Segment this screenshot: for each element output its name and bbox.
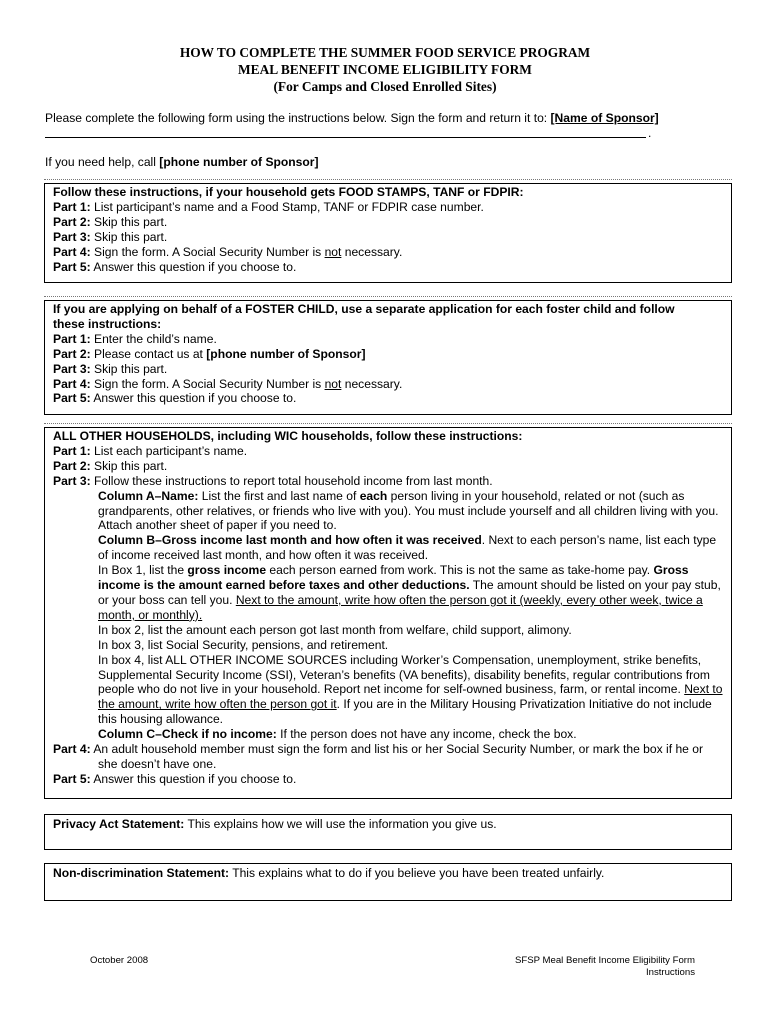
other-heading: ALL OTHER HOUSEHOLDS, including WIC households, follow these instructions: [53, 429, 523, 443]
other-part2: Part 2: Skip this part. [53, 458, 168, 473]
other-part5: Part 5: Answer this question if you choose to. [53, 771, 297, 786]
footer-form-title: SFSP Meal Benefit Income Eligibility Form [514, 955, 695, 966]
foster-part2: Part 2: Please contact us at [phone number of Sponsor] [53, 346, 366, 361]
column-c-instructions: Column C–Check if no income: If the person does not have any income, check the box. [98, 727, 577, 742]
privacy-statement: Privacy Act Statement: This explains how we will use the information you give us. [53, 817, 497, 831]
other-part4: Part 4: An adult household member must sign the form and list his or her Social Security Number, or mark the box if he or she doesn’t have one. [53, 742, 704, 771]
food-stamps-part1: Part 1: List participant’s name and a Food Stamp, TANF or FDPIR case number. [53, 199, 484, 214]
food-stamps-part4: Part 4: Sign the form. A Social Security Number is not necessary. [53, 244, 403, 259]
other-part1: Part 1: List each participant’s name. [53, 443, 248, 458]
footer-date: October 2008 [90, 955, 149, 966]
other-households-section [44, 427, 732, 799]
food-stamps-part5: Part 5: Answer this question if you choose to. [53, 259, 297, 274]
title-line-1: HOW TO COMPLETE THE SUMMER FOOD SERVICE PROGRAM [179, 45, 591, 60]
title-line-2: MEAL BENEFIT INCOME ELIGIBILITY FORM [238, 62, 532, 77]
address-line-period: . [648, 126, 652, 140]
foster-child-section [44, 300, 732, 415]
foster-heading-line2: these instructions: [53, 316, 162, 331]
column-a-instructions: Column A–Name: List the first and last name of each person living in your household, related or not (such as grandparents, other relatives, or friends who live with you). You must include yourself and all children living with you. Attach another sheet of paper if you need to. [98, 488, 719, 533]
foster-heading-line1: If you are applying on behalf of a FOSTER CHILD, use a separate application for each foster child and follow [53, 302, 675, 316]
food-stamps-section [44, 183, 732, 283]
footer-form-name [515, 955, 695, 979]
help-phone: [phone number of Sponsor] [159, 155, 319, 169]
box2-instructions: In box 2, list the amount each person got last month from welfare, child support, alimony. [98, 622, 572, 637]
food-stamps-heading: Follow these instructions, if your household gets FOOD STAMPS, TANF or FDPIR: [53, 185, 524, 199]
foster-part3: Part 3: Skip this part. [53, 361, 168, 376]
intro-text: Please complete the following form using the instructions below. Sign the form and return it to: [45, 111, 551, 125]
privacy-act-section [44, 814, 732, 850]
help-paragraph [45, 155, 735, 170]
foster-part1: Part 1: Enter the child’s name. [53, 331, 217, 346]
sponsor-name: [Name of Sponsor] [550, 111, 659, 125]
footer-form-subtitle: Instructions [645, 967, 695, 978]
food-stamps-part3: Part 3: Skip this part. [53, 229, 168, 244]
column-b-instructions: Column B–Gross income last month and how often it was received. Next to each person’s name, list each type of income received last month, and how often it was received. [98, 533, 717, 563]
help-text: If you need help, call [45, 155, 160, 169]
foster-part5: Part 5: Answer this question if you choose to. [53, 391, 297, 406]
foster-part4: Part 4: Sign the form. A Social Security Number is not necessary. [53, 376, 403, 391]
intro-paragraph [45, 111, 735, 126]
food-stamps-part2: Part 2: Skip this part. [53, 214, 168, 229]
box3-instructions: In box 3, list Social Security, pensions, and retirement. [98, 637, 389, 652]
document-title [0, 44, 770, 95]
box1-instructions: In Box 1, list the gross income each person earned from work. This is not the same as take-home pay. Gross income is the amount earned before taxes and other deductions. The amount should be listed on your pay stub, or your boss can tell you. Next to the amount, write how often the person got it (weekly, every other week, twice a month, or monthly). [98, 563, 721, 622]
other-part3: Part 3: Follow these instructions to report total household income from last month. [53, 473, 493, 488]
box4-instructions: In box 4, list ALL OTHER INCOME SOURCES including Worker’s Compensation, unemployment, strike benefits, Supplemental Security Income (SSI), Veteran’s benefits (VA benefits), disability benefits, regular contributions from people who do not live in your household. Report net income for self-owned business, farm, or rental income. Next to the amount, write how often the person got it. If you are in the Military Housing Privatization Initiative do not include this housing allowance. [98, 652, 723, 727]
sponsor-address-line [45, 126, 646, 138]
nondiscrimination-statement: Non-discrimination Statement: This explains what to do if you believe you have been treated unfairly. [53, 866, 605, 880]
non-discrimination-section [44, 863, 732, 901]
title-line-3: (For Camps and Closed Enrolled Sites) [273, 79, 497, 94]
